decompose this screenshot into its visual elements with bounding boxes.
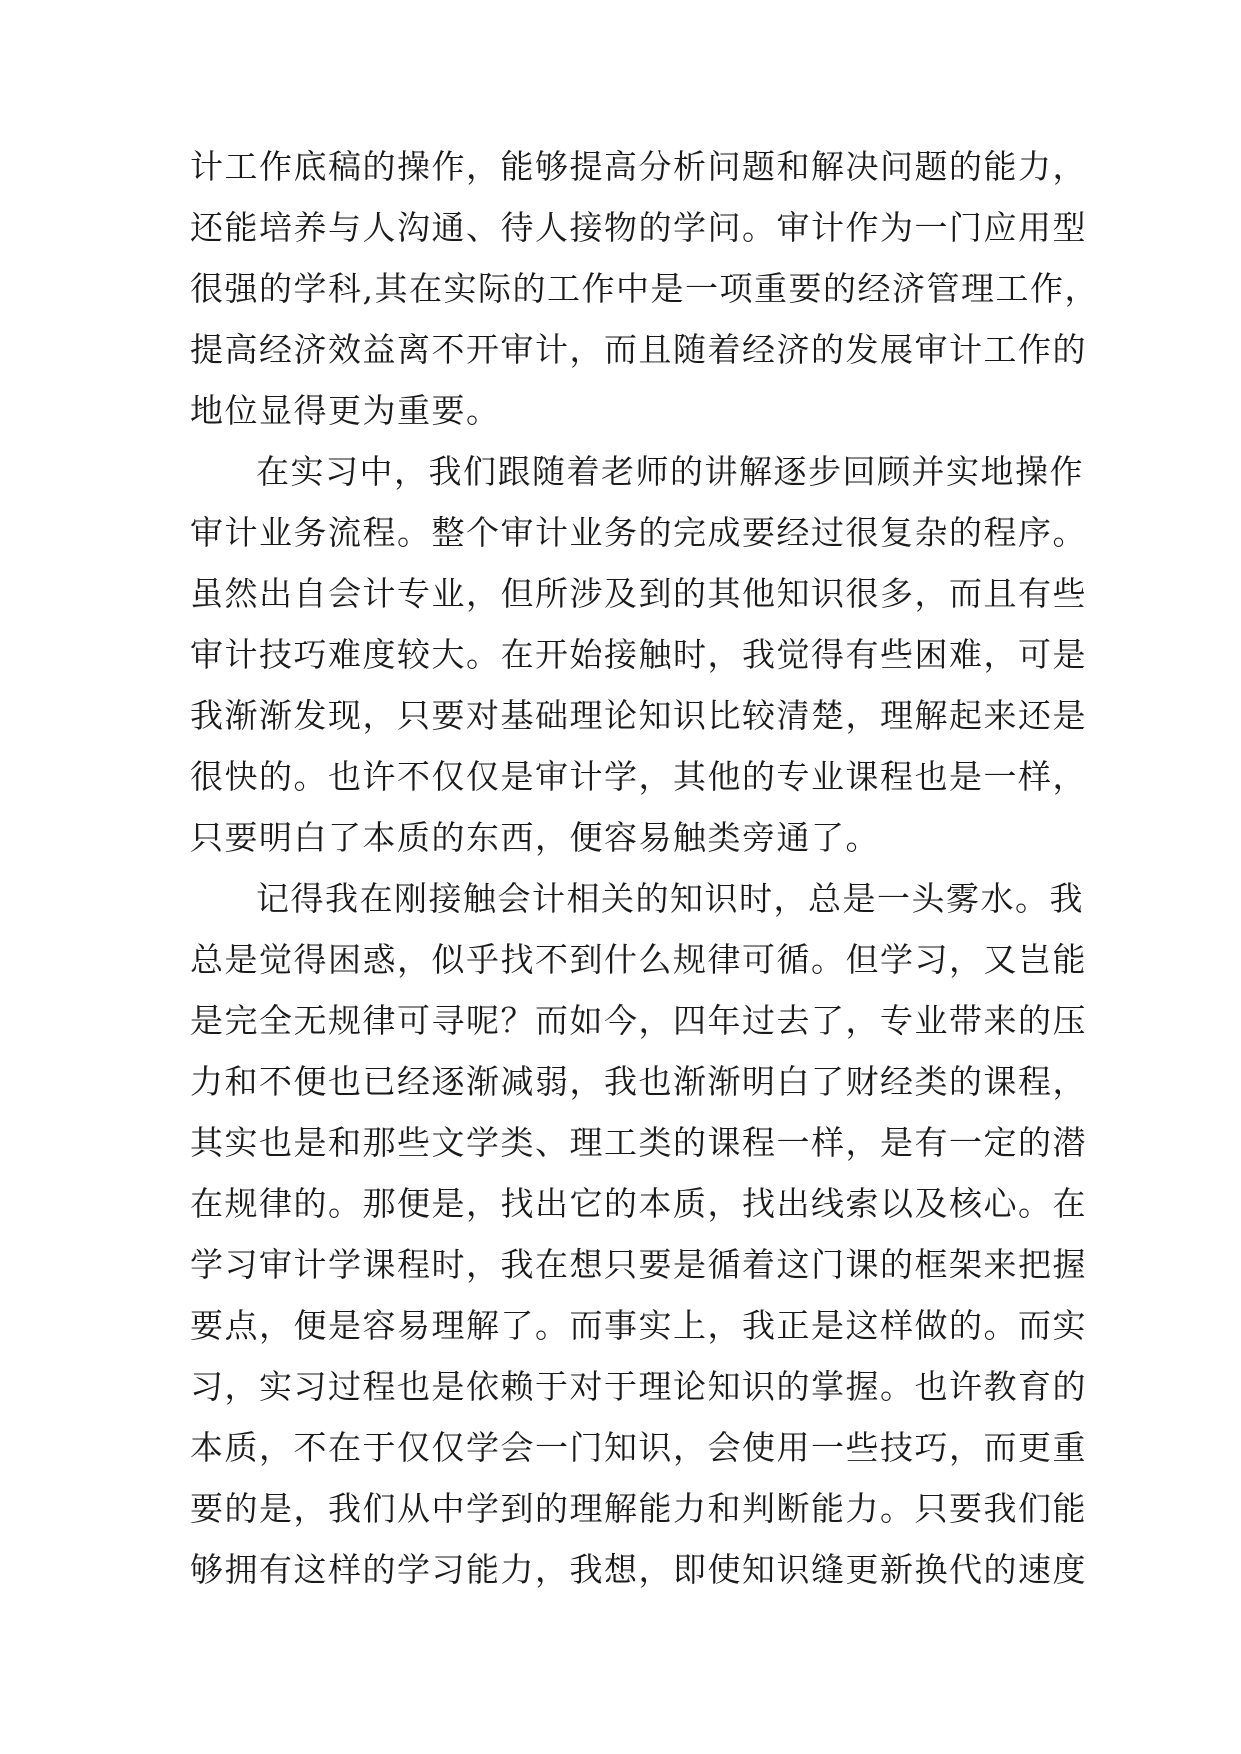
text-line: 我渐渐发现，只要对基础理论知识比较清楚，理解起来还是 (190, 696, 1087, 735)
text-line: 还能培养与人沟通、待人接物的学问。审计作为一门应用型 (190, 208, 1087, 247)
text-line: 审计业务流程。整个审计业务的完成要经过很复杂的程序。 (190, 513, 1087, 552)
text-line: 提高经济效益离不开审计，而且随着经济的发展审计工作的 (190, 330, 1087, 369)
text-line: 很快的。也许不仅仅是审计学，其他的专业课程也是一样， (190, 757, 1087, 796)
text-line: 计工作底稿的操作，能够提高分析问题和解决问题的能力， (190, 147, 1087, 186)
paragraph-start-line: 记得我在刚接触会计相关的知识时，总是一头雾水。我 (256, 879, 1084, 918)
text-line: 本质，不在于仅仅学会一门知识，会使用一些技巧，而更重 (190, 1428, 1087, 1467)
paragraph-start-line: 在实习中，我们跟随着老师的讲解逐步回顾并实地操作 (256, 452, 1084, 491)
text-line: 够拥有这样的学习能力，我想，即使知识缝更新换代的速度 (190, 1550, 1087, 1589)
text-line: 在规律的。那便是，找出它的本质，找出线索以及核心。在 (190, 1184, 1087, 1223)
text-line: 要的是，我们从中学到的理解能力和判断能力。只要我们能 (190, 1489, 1087, 1528)
text-line: 地位显得更为重要。 (190, 391, 501, 430)
text-line: 其实也是和那些文学类、理工类的课程一样，是有一定的潜 (190, 1123, 1087, 1162)
text-line: 很强的学科,其在实际的工作中是一项重要的经济管理工作， (190, 269, 1099, 308)
text-line: 要点，便是容易理解了。而事实上，我正是这样做的。而实 (190, 1306, 1087, 1345)
text-line: 总是觉得困惑，似乎找不到什么规律可循。但学习，又岂能 (190, 940, 1087, 979)
text-line: 虽然出自会计专业，但所涉及到的其他知识很多，而且有些 (190, 574, 1087, 613)
text-line: 只要明白了本质的东西，便容易触类旁通了。 (190, 818, 880, 857)
text-line: 学习审计学课程时，我在想只要是循着这门课的框架来把握 (190, 1245, 1087, 1284)
text-line: 习，实习过程也是依赖于对于理论知识的掌握。也许教育的 (190, 1367, 1087, 1406)
text-line: 力和不便也已经逐渐减弱，我也渐渐明白了财经类的课程， (190, 1062, 1087, 1101)
text-line: 审计技巧难度较大。在开始接触时，我觉得有些困难，可是 (190, 635, 1087, 674)
text-line: 是完全无规律可寻呢？而如今，四年过去了，专业带来的压 (190, 1001, 1087, 1040)
body-text (190, 136, 1099, 1600)
